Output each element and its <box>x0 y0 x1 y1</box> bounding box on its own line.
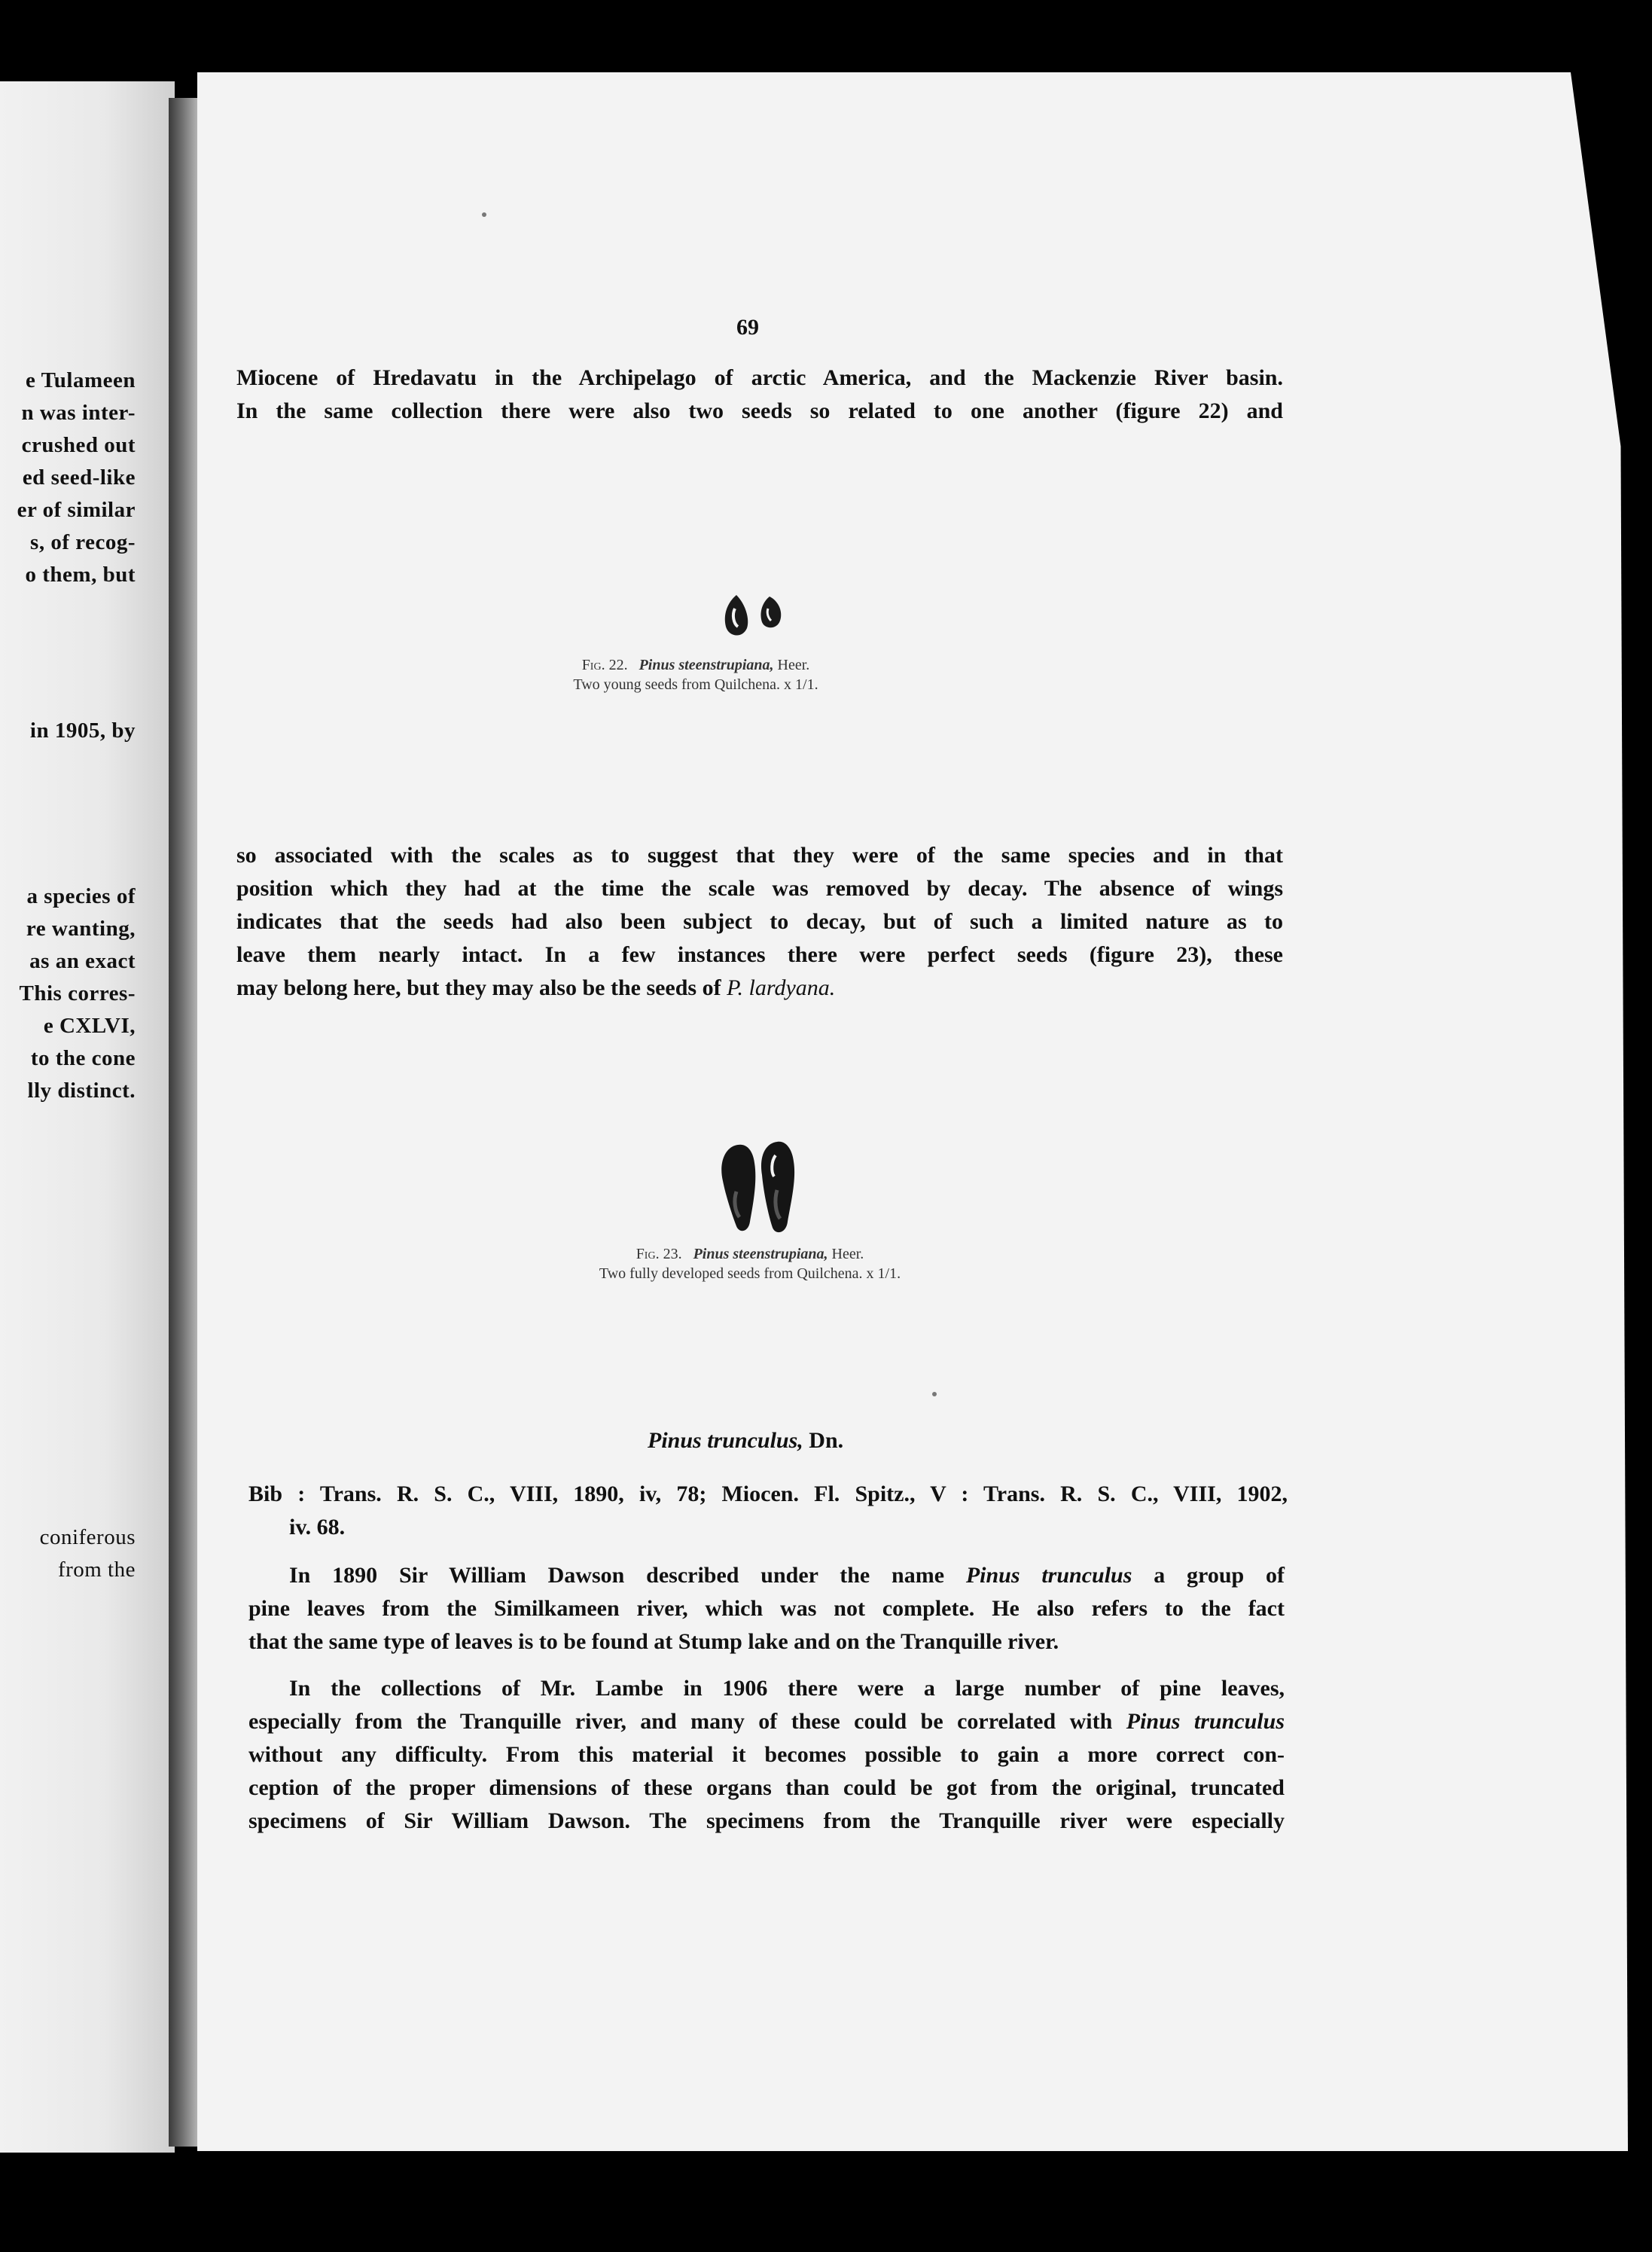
text-line: pine leaves from the Similkameen river, which was not complete. He also refers to the fact <box>248 1596 1285 1621</box>
paragraph-1 <box>236 362 1283 428</box>
seed-shape <box>760 597 781 627</box>
figure-species: Pinus steenstrupiana, <box>639 657 774 673</box>
bibliography-line: Bib : Trans. R. S. C., VIII, 1890, iv, 78; Miocen. Fl. Spitz., V : Trans. R. S. C., VIII, 1902, <box>248 1481 1288 1506</box>
left-page-line: lly distinct. <box>27 1079 136 1103</box>
left-page-line: as an exact <box>29 949 136 973</box>
paragraph-2 <box>236 839 1283 1005</box>
figure-23-caption <box>486 1244 1013 1283</box>
text-line <box>248 1705 1285 1738</box>
figure-author: Heer. <box>831 1246 864 1262</box>
left-page-line: crushed out <box>21 433 136 457</box>
left-page-line: re wanting, <box>26 917 136 941</box>
seed-shape <box>721 1145 755 1231</box>
text-fragment: a group of <box>1132 1563 1285 1588</box>
text-line <box>236 972 1283 1005</box>
text-line: leave them nearly intact. In a few instances there were perfect seeds (figure 23), these <box>236 942 1283 967</box>
figure-label: Fig. 22. <box>581 657 628 673</box>
figure-species: Pinus steenstrupiana, <box>693 1246 828 1262</box>
text-line: specimens of Sir William Dawson. The specimens from the Tranquille river were especially <box>248 1808 1285 1833</box>
species-heading-name: Pinus trunculus, <box>648 1428 803 1453</box>
left-page-line: This corres- <box>19 981 136 1005</box>
paragraph-3 <box>248 1559 1285 1658</box>
text-line: so associated with the scales as to suggest that they were of the same species and in that <box>236 843 1283 868</box>
bibliography-line: iv. 68. <box>289 1515 346 1539</box>
text-line: In the collections of Mr. Lambe in 1906 there were a large number of pine leaves, <box>289 1676 1285 1701</box>
text-line: position which they had at the time the scale was removed by decay. The absence of wings <box>236 876 1283 901</box>
text-line: indicates that the seeds had also been subject to decay, but of such a limited nature as to <box>236 909 1283 934</box>
left-page-line: coniferous <box>39 1525 136 1549</box>
caption-title-line <box>486 1244 1013 1264</box>
page-speck <box>932 1392 937 1396</box>
species-heading <box>648 1428 843 1454</box>
species-heading-author: Dn. <box>809 1428 844 1453</box>
left-page-line: a species of <box>26 884 136 908</box>
left-page-line: o them, but <box>25 563 136 587</box>
text-line: Miocene of Hredavatu in the Archipelago of arctic America, and the Mackenzie River basin. <box>236 365 1283 390</box>
seed-shape <box>725 595 748 636</box>
left-page-line: to the cone <box>30 1046 136 1070</box>
left-page-line: e CXLVI, <box>43 1014 136 1038</box>
page-speck <box>482 212 486 217</box>
species-name: P. lardyana. <box>727 975 836 1000</box>
left-page-line: n was inter- <box>21 401 136 425</box>
species-name: Pinus trunculus <box>965 1563 1132 1588</box>
text-line: In the same collection there were also two seeds so related to one another (figure 22) and <box>236 398 1283 423</box>
paragraph-4 <box>248 1672 1285 1838</box>
text-line: ception of the proper dimensions of these organs than could be got from the original, truncated <box>248 1775 1285 1800</box>
figure-description: Two fully developed seeds from Quilchena. x 1/1. <box>599 1265 901 1282</box>
left-page-line: er of similar <box>17 498 136 522</box>
left-page-line: e Tulameen <box>26 368 136 392</box>
figure-22-caption <box>432 655 959 694</box>
text-line: that the same type of leaves is to be found at Stump lake and on the Tranquille river. <box>248 1629 1059 1654</box>
figure-23-seeds-illustration <box>715 1139 803 1237</box>
figure-description: Two young seeds from Quilchena. x 1/1. <box>573 676 818 693</box>
figure-22-seeds-illustration <box>720 592 789 643</box>
left-page-line: from the <box>57 1558 136 1582</box>
caption-title-line <box>432 655 959 675</box>
left-page-line: ed seed-like <box>22 465 136 490</box>
bibliography <box>248 1478 1288 1544</box>
species-name: Pinus trunculus <box>1126 1709 1285 1734</box>
figure-label: Fig. 23. <box>636 1246 682 1262</box>
text-line <box>248 1559 1285 1592</box>
figure-author: Heer. <box>777 657 810 673</box>
text-line: without any difficulty. From this material it becomes possible to gain a more correct con- <box>248 1742 1285 1767</box>
left-page-line: s, of recog- <box>30 530 136 554</box>
text-fragment: may belong here, but they may also be the seeds of <box>236 975 727 1000</box>
left-page-line: in 1905, by <box>29 719 136 743</box>
page-number: 69 <box>736 315 759 340</box>
left-page <box>0 81 175 2153</box>
text-fragment: especially from the Tranquille river, and many of these could be correlated with <box>248 1709 1126 1734</box>
text-fragment: In 1890 Sir William Dawson described under the name <box>289 1563 966 1588</box>
